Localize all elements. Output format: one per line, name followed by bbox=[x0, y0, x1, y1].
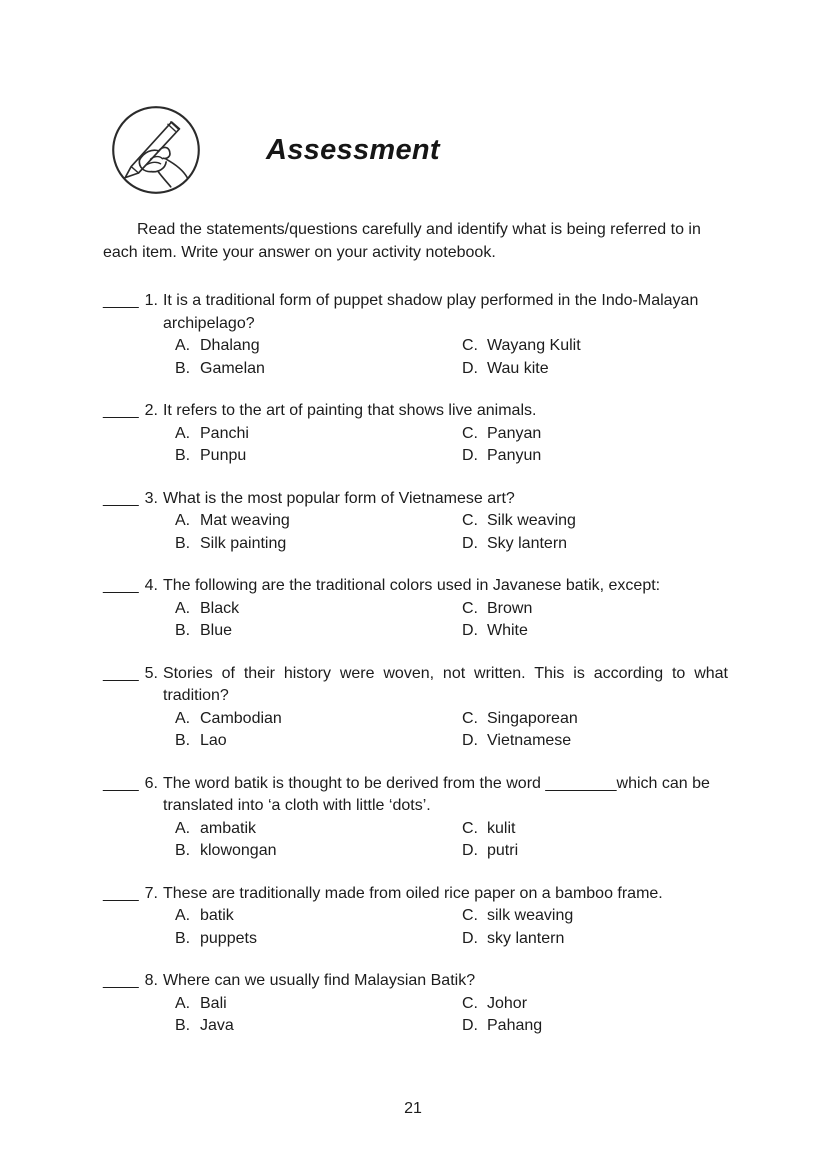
question-body: It refers to the art of painting that shows live animals. bbox=[162, 402, 537, 419]
page-number: 21 bbox=[404, 1100, 422, 1117]
option-letter: D. bbox=[462, 447, 478, 464]
question-number: 4. bbox=[144, 577, 158, 594]
option-text: White bbox=[487, 622, 528, 639]
option-letter: D. bbox=[462, 929, 478, 947]
option-c bbox=[462, 423, 541, 446]
question-number: 3. bbox=[144, 489, 158, 507]
question-body: It is a traditional form of puppet shadow play performed in the Indo-Malayan archipelago? bbox=[162, 292, 699, 332]
option-a bbox=[175, 423, 462, 446]
option-row bbox=[103, 445, 728, 468]
question-2 bbox=[103, 400, 728, 468]
option-letter: B. bbox=[175, 1017, 191, 1034]
option-c bbox=[462, 818, 515, 841]
option-text: Sky lantern bbox=[487, 534, 568, 552]
question-number: 1. bbox=[144, 292, 158, 309]
option-letter: B. bbox=[175, 447, 191, 464]
option-b bbox=[175, 445, 462, 468]
question-body: What is the most popular form of Vietnamese art? bbox=[162, 489, 515, 507]
option-letter: B. bbox=[175, 929, 191, 947]
option-text: Cambodian bbox=[200, 709, 282, 727]
option-letter: A. bbox=[175, 709, 191, 727]
option-row bbox=[103, 708, 728, 731]
option-text: Panyun bbox=[487, 447, 542, 464]
option-text: Wayang Kulit bbox=[487, 337, 581, 354]
option-letter: A. bbox=[175, 994, 191, 1012]
question-number: 2. bbox=[144, 402, 158, 419]
option-letter: C. bbox=[462, 337, 478, 354]
option-c bbox=[462, 335, 581, 358]
option-row bbox=[103, 905, 728, 928]
writing-hand-icon bbox=[110, 104, 202, 196]
option-row bbox=[103, 358, 728, 381]
option-c bbox=[462, 708, 578, 731]
option-text: ambatik bbox=[200, 819, 257, 837]
option-letter: C. bbox=[462, 819, 478, 837]
option-row bbox=[103, 533, 728, 556]
option-a bbox=[175, 335, 462, 358]
question-text bbox=[103, 488, 728, 511]
question-number: 6. bbox=[144, 774, 158, 792]
option-b bbox=[175, 840, 462, 863]
option-b bbox=[175, 533, 462, 556]
question-4 bbox=[103, 575, 728, 643]
answer-blank: ____ bbox=[103, 972, 139, 989]
question-1 bbox=[103, 290, 728, 380]
option-text: Singaporean bbox=[487, 709, 578, 727]
answer-blank: ____ bbox=[103, 774, 139, 792]
option-letter: C. bbox=[462, 599, 478, 617]
option-letter: D. bbox=[462, 534, 478, 552]
option-b bbox=[175, 730, 462, 753]
option-text: Silk painting bbox=[200, 534, 287, 552]
option-text: putri bbox=[487, 842, 519, 859]
question-number: 5. bbox=[144, 664, 158, 682]
option-letter: C. bbox=[462, 424, 478, 442]
question-number: 8. bbox=[144, 972, 158, 989]
option-letter: D. bbox=[462, 359, 478, 377]
page-title: Assessment bbox=[266, 133, 440, 166]
option-a bbox=[175, 510, 462, 533]
option-text: Lao bbox=[200, 732, 227, 749]
option-letter: A. bbox=[175, 424, 191, 442]
option-row bbox=[103, 620, 728, 643]
option-letter: C. bbox=[462, 512, 478, 529]
option-d bbox=[462, 1015, 542, 1038]
option-text: Pahang bbox=[487, 1017, 543, 1034]
option-text: Panyan bbox=[487, 424, 542, 442]
assessment-header bbox=[110, 103, 826, 197]
option-row bbox=[103, 818, 728, 841]
question-text bbox=[103, 773, 728, 818]
instructions-text: Read the statements/questions carefully and identify what is being referred to in each item. Write your answer on your activity notebook. bbox=[103, 221, 701, 261]
option-d bbox=[462, 928, 564, 951]
question-6 bbox=[103, 773, 728, 863]
option-row bbox=[103, 598, 728, 621]
option-d bbox=[462, 730, 571, 753]
option-a bbox=[175, 708, 462, 731]
option-text: Gamelan bbox=[200, 359, 265, 377]
option-row bbox=[103, 730, 728, 753]
question-body: Where can we usually find Malaysian Batik? bbox=[162, 972, 476, 989]
option-letter: A. bbox=[175, 819, 191, 837]
option-row bbox=[103, 928, 728, 951]
option-letter: B. bbox=[175, 534, 191, 552]
option-letter: B. bbox=[175, 732, 191, 749]
option-row bbox=[103, 335, 728, 358]
option-b bbox=[175, 1015, 462, 1038]
option-a bbox=[175, 818, 462, 841]
option-letter: B. bbox=[175, 359, 191, 377]
question-list bbox=[103, 290, 728, 1038]
option-text: Silk weaving bbox=[487, 512, 576, 529]
option-text: Panchi bbox=[200, 424, 249, 442]
option-letter: D. bbox=[462, 842, 478, 859]
option-text: Punpu bbox=[200, 447, 247, 464]
option-letter: C. bbox=[462, 994, 478, 1012]
option-d bbox=[462, 840, 518, 863]
option-text: Johor bbox=[487, 994, 528, 1012]
option-letter: D. bbox=[462, 622, 478, 639]
option-b bbox=[175, 358, 462, 381]
option-text: kulit bbox=[487, 819, 516, 837]
option-letter: A. bbox=[175, 599, 191, 617]
option-a bbox=[175, 598, 462, 621]
option-c bbox=[462, 993, 527, 1016]
question-7 bbox=[103, 883, 728, 951]
option-d bbox=[462, 620, 528, 643]
option-letter: A. bbox=[175, 337, 191, 354]
option-letter: C. bbox=[462, 907, 478, 924]
option-row bbox=[103, 840, 728, 863]
option-row bbox=[103, 510, 728, 533]
answer-blank: ____ bbox=[103, 664, 139, 682]
question-text bbox=[103, 663, 728, 708]
option-text: Vietnamese bbox=[487, 732, 572, 749]
option-text: klowongan bbox=[200, 842, 277, 859]
option-text: Blue bbox=[200, 622, 233, 639]
option-a bbox=[175, 905, 462, 928]
option-text: Dhalang bbox=[200, 337, 260, 354]
option-letter: B. bbox=[175, 622, 191, 639]
question-8 bbox=[103, 970, 728, 1038]
option-row bbox=[103, 1015, 728, 1038]
question-3 bbox=[103, 488, 728, 556]
question-text bbox=[103, 400, 728, 423]
option-letter: C. bbox=[462, 709, 478, 727]
option-text: silk weaving bbox=[487, 907, 574, 924]
option-a bbox=[175, 993, 462, 1016]
answer-blank: ____ bbox=[103, 292, 139, 309]
question-5 bbox=[103, 663, 728, 753]
option-letter: D. bbox=[462, 1017, 478, 1034]
answer-blank: ____ bbox=[103, 577, 139, 594]
option-text: puppets bbox=[200, 929, 257, 947]
option-text: Black bbox=[200, 599, 240, 617]
question-body: The word batik is thought to be derived from the word ________which can be translated into ‘a cloth with little ‘dots’. bbox=[162, 774, 710, 814]
option-c bbox=[462, 905, 573, 928]
answer-blank: ____ bbox=[103, 402, 139, 419]
option-text: Java bbox=[200, 1017, 234, 1034]
question-text bbox=[103, 883, 728, 906]
option-text: Brown bbox=[487, 599, 533, 617]
option-d bbox=[462, 533, 567, 556]
option-d bbox=[462, 445, 541, 468]
option-letter: B. bbox=[175, 842, 191, 859]
question-body: The following are the traditional colors used in Javanese batik, except: bbox=[162, 577, 661, 594]
answer-blank: ____ bbox=[103, 884, 139, 902]
question-number: 7. bbox=[144, 884, 158, 902]
question-text bbox=[103, 575, 728, 598]
option-text: sky lantern bbox=[487, 929, 565, 947]
option-b bbox=[175, 620, 462, 643]
option-d bbox=[462, 358, 549, 381]
option-text: Wau kite bbox=[487, 359, 549, 377]
question-body: These are traditionally made from oiled rice paper on a bamboo frame. bbox=[162, 884, 663, 902]
option-text: batik bbox=[200, 907, 234, 924]
question-text bbox=[103, 970, 728, 993]
option-c bbox=[462, 510, 576, 533]
option-row bbox=[103, 423, 728, 446]
option-c bbox=[462, 598, 532, 621]
option-letter: D. bbox=[462, 732, 478, 749]
option-row bbox=[103, 993, 728, 1016]
option-text: Mat weaving bbox=[200, 512, 290, 529]
option-text: Bali bbox=[200, 994, 227, 1012]
option-letter: A. bbox=[175, 907, 191, 924]
option-letter: A. bbox=[175, 512, 191, 529]
question-text bbox=[103, 290, 728, 335]
option-b bbox=[175, 928, 462, 951]
answer-blank: ____ bbox=[103, 489, 139, 507]
question-body: Stories of their history were woven, not written. This is according to what tradition? bbox=[162, 664, 728, 704]
